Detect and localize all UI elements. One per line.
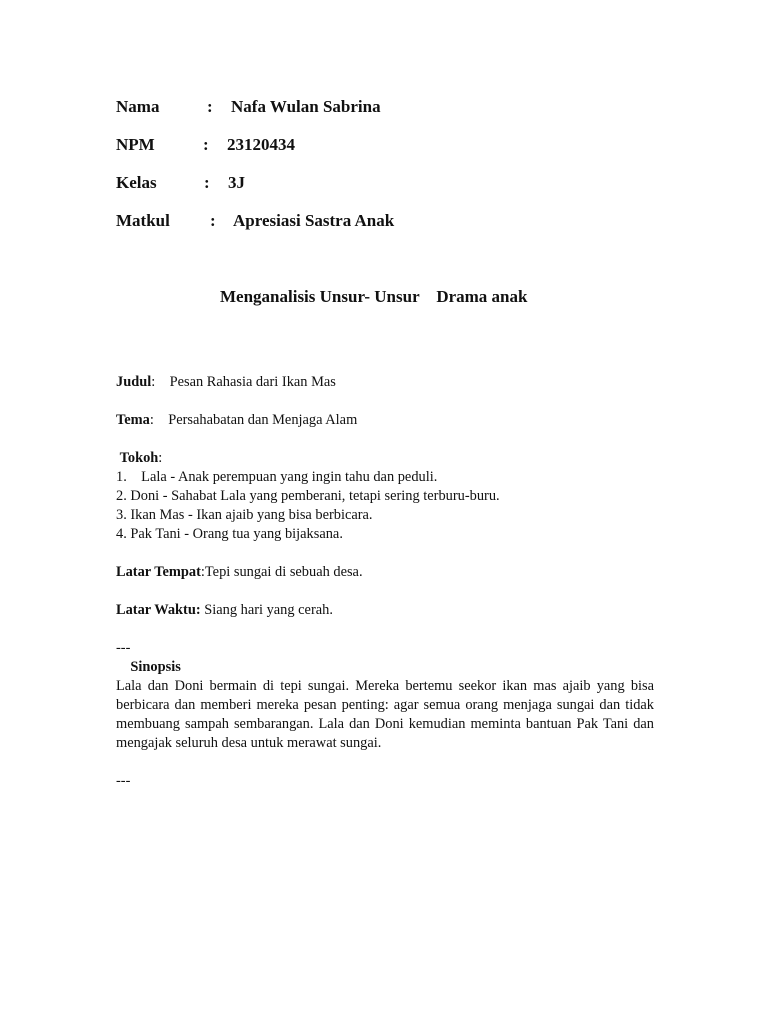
judul-label: Judul [116, 374, 152, 390]
tema-value: Persahabatan dan Menjaga Alam [168, 412, 358, 428]
judul-line [116, 373, 654, 392]
latar-tempat-line [116, 563, 654, 582]
matkul-colon: : [210, 211, 216, 230]
nama-label: Nama [116, 97, 160, 116]
kelas-label: Kelas [116, 173, 157, 192]
tokoh-label: Tokoh [119, 450, 159, 466]
tokoh-item: 3. Ikan Mas - Ikan ajaib yang bisa berbicara. [116, 507, 373, 523]
tokoh-item: 2. Doni - Sahabat Lala yang pemberani, tetapi sering terburu-buru. [116, 488, 500, 504]
sinopsis-label: Sinopsis [130, 659, 181, 675]
npm-colon: : [203, 135, 209, 154]
sinopsis-paragraph: Lala dan Doni bermain di tepi sungai. Mereka bertemu seekor ikan mas ajaib yang bisa berbicara dan memberi mereka pesan penting: agar semua orang menjaga sungai dan tidak membuang sampah sembarangan. Lala dan Doni kemudian meminta bantuan Pak Tani dan mengajak seluruh desa untuk merawat sungai. [116, 678, 654, 751]
latar-waktu-value: Siang hari yang cerah. [204, 602, 333, 618]
tokoh-item: 4. Pak Tani - Orang tua yang bijaksana. [116, 526, 343, 542]
tokoh-item: 1. Lala - Anak perempuan yang ingin tahu dan peduli. [116, 469, 438, 485]
tokoh-heading [116, 449, 654, 468]
matkul-value: Apresiasi Sastra Anak [233, 211, 395, 230]
tokoh-sep: : [158, 450, 163, 466]
latar-waktu-line [116, 601, 654, 620]
npm-value: 23120434 [227, 135, 295, 154]
separator: --- [116, 640, 131, 656]
tema-sep: : [149, 412, 154, 428]
latar-waktu-label: Latar Waktu: [116, 602, 201, 618]
kelas-colon: : [204, 173, 210, 192]
latar-tempat-sep: : [200, 564, 205, 580]
latar-tempat-label: Latar Tempat [116, 564, 201, 580]
tema-line [116, 411, 654, 430]
latar-tempat-value: Tepi sungai di sebuah desa. [204, 564, 363, 580]
kelas-value: 3J [228, 173, 245, 192]
npm-label: NPM [116, 135, 155, 154]
judul-sep: : [151, 374, 156, 390]
separator: --- [116, 773, 131, 789]
sinopsis-heading [116, 658, 654, 677]
nama-value: Nafa Wulan Sabrina [231, 97, 381, 116]
matkul-label: Matkul [116, 211, 170, 230]
judul-value: Pesan Rahasia dari Ikan Mas [169, 374, 336, 390]
tema-label: Tema [116, 412, 150, 428]
nama-colon: : [207, 97, 213, 116]
document-title: Menganalisis Unsur- Unsur Drama anak [220, 287, 528, 306]
